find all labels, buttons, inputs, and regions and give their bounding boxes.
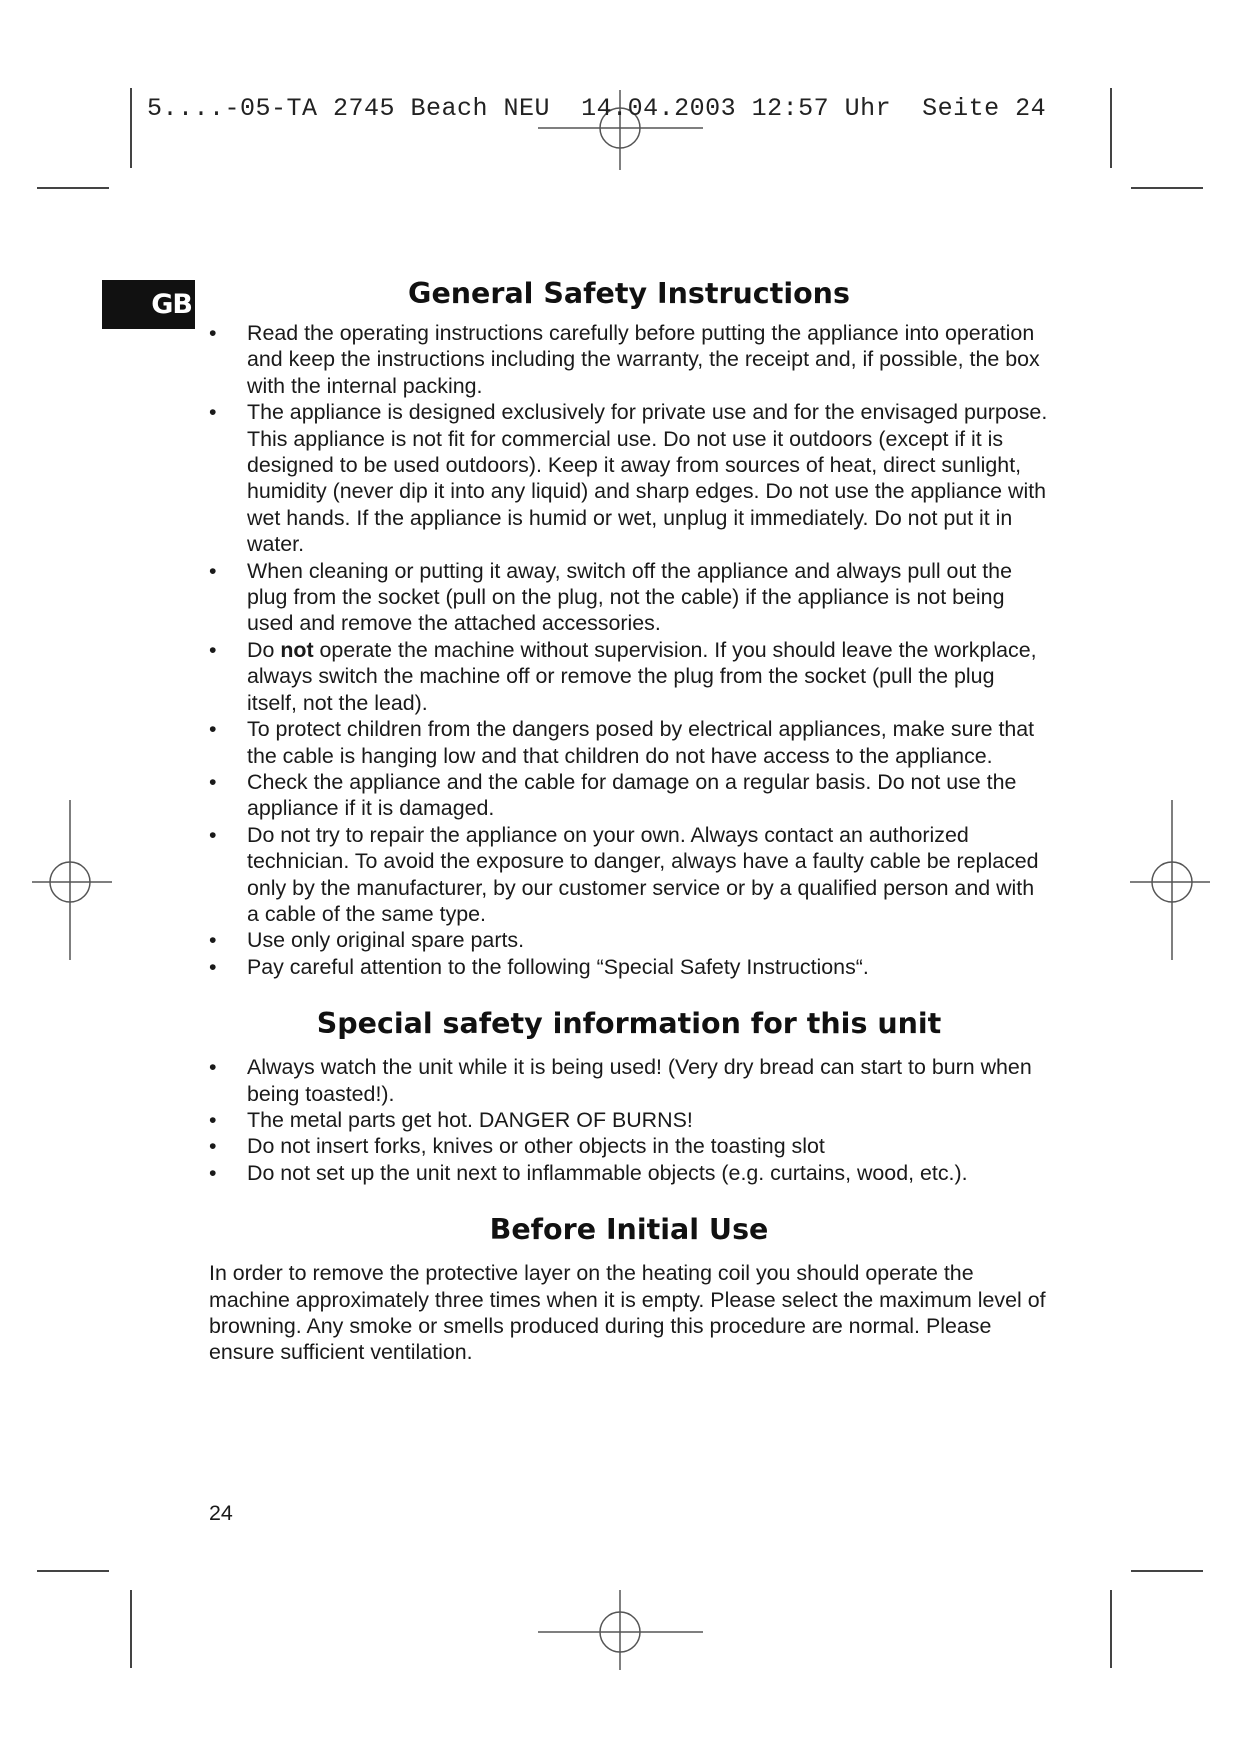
bullet-list [209, 320, 1049, 980]
registration-mark-icon [32, 800, 112, 960]
crop-mark [1110, 1590, 1112, 1668]
list-item: • Always watch the unit while it is being used! (Very dry bread can start to burn when being toasted!). [209, 1055, 1032, 1106]
crop-mark [130, 1590, 132, 1668]
bullet-icon: • [209, 558, 217, 583]
crop-mark [1110, 88, 1112, 168]
crop-mark [37, 187, 109, 189]
bullet-icon: • [209, 321, 217, 345]
list-item: • The appliance is designed exclusively for private use and for the envisaged purpose. This appliance is not fit for commercial use. Do not use it outdoors (except if it is designed to be used outdoors). Keep it away from sources of heat, direct sunlight, humidity (never dip it into any liquid) and sharp edges. Do not use the appliance with wet hands. If the appliance is humid or wet, unplug it immediately. Do not put it in water. [209, 400, 1048, 557]
list-item: • The metal parts get hot. DANGER OF BURNS! [209, 1107, 693, 1132]
bullet-icon: • [209, 1055, 217, 1080]
before-initial-use-section [209, 1204, 1049, 1366]
list-item: • Use only original spare parts. [209, 928, 525, 953]
bullet-icon: • [209, 1160, 217, 1185]
bullet-icon: • [209, 769, 217, 794]
section-title: Before Initial Use [489, 1213, 769, 1247]
crop-mark [1131, 187, 1203, 189]
bullet-icon: • [209, 1107, 217, 1132]
bullet-icon: • [209, 400, 217, 425]
bullet-icon: • [209, 637, 217, 662]
bullet-icon: • [209, 717, 217, 742]
section-title: Special safety information for this unit [316, 1007, 942, 1041]
list-item: • To protect children from the dangers posed by electrical appliances, make sure that the cable is hanging low and that children do not have access to the appliance. [209, 717, 1035, 768]
page-number: 24 [209, 1501, 233, 1525]
registration-mark-icon [538, 1590, 703, 1670]
special-safety-section [209, 998, 1049, 1186]
registration-mark-icon [1130, 800, 1210, 960]
list-item: • Do not insert forks, knives or other objects in the toasting slot [209, 1134, 825, 1159]
list-item: • When cleaning or putting it away, switch off the appliance and always pull out the plug from the socket (pull on the plug, not the cable) if the appliance is not being used and remove the attached accessories. [209, 558, 1012, 636]
bullet-icon: • [209, 928, 217, 953]
bullet-icon: • [209, 954, 217, 979]
list-item: • Check the appliance and the cable for damage on a regular basis. Do not use the appliance if it is damaged. [209, 769, 1017, 821]
bullet-icon: • [209, 1134, 217, 1159]
paragraph: In order to remove the protective layer on the heating coil you should operate the machine approximately three times when it is empty. Please select the maximum level of browning. Any smoke or smells produced during this procedure are normal. Please ensure sufficient ventilation. [209, 1261, 1046, 1365]
bullet-list [209, 1054, 1049, 1186]
bullet-icon: • [209, 822, 217, 847]
main-content [209, 268, 1049, 1366]
crop-mark [1131, 1570, 1203, 1572]
list-item: • Do not operate the machine without supervision. If you should leave the workplace, always switch the machine off or remove the plug from the socket (pull the plug itself, not the lead). [209, 637, 1037, 715]
list-item: • Pay careful attention to the following “Special Safety Instructions“. [209, 954, 869, 979]
list-item: • Do not try to repair the appliance on your own. Always contact an authorized technician. To avoid the exposure to danger, always have a faulty cable be replaced only by the manufacturer, by our customer service or by a qualified person and with a cable of the same type. [209, 822, 1039, 926]
emphasis: not [280, 637, 314, 662]
crop-mark [37, 1570, 109, 1572]
print-header: 5....-05-TA 2745 Beach NEU 14.04.2003 12:57 Uhr Seite 24 [147, 94, 1047, 123]
list-item: • Read the operating instructions carefully before putting the appliance into operation and keep the instructions including the warranty, the receipt and, if possible, the box with the internal packing. [209, 321, 1040, 398]
language-tab: GB [102, 280, 195, 329]
list-item: • Do not set up the unit next to inflammable objects (e.g. curtains, wood, etc.). [209, 1160, 968, 1185]
general-safety-section [209, 268, 1049, 980]
section-title: General Safety Instructions [408, 277, 850, 310]
crop-mark [130, 88, 132, 168]
